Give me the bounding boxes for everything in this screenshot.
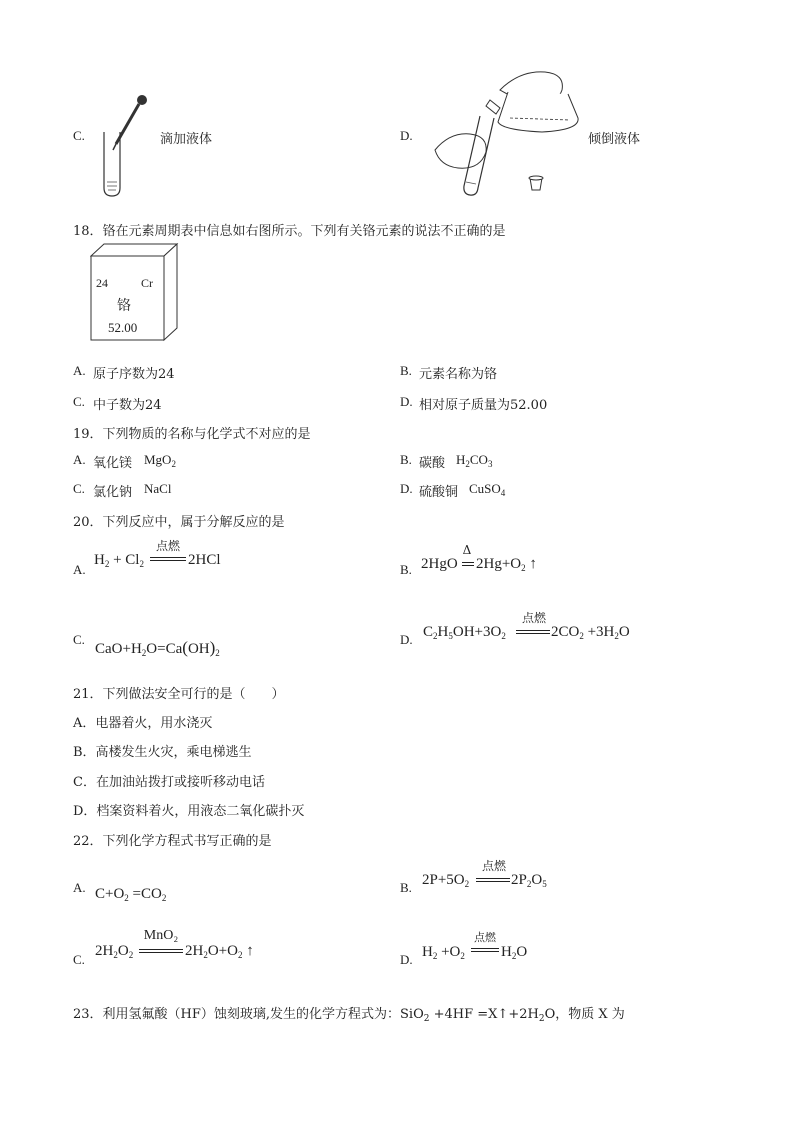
q22-b-condition: 点燃 bbox=[481, 859, 506, 873]
q20-option-a-reactants: $H_2 + Cl_2$ bbox=[94, 552, 144, 569]
q20-option-d-reactants: $C_2H_5OH+3O_2$ bbox=[423, 624, 506, 641]
q18-option-c-letter: C. bbox=[73, 394, 85, 409]
q22-option-d-reactants: $H_2 +O_2$ bbox=[422, 944, 465, 961]
q22-option-b-reactants: $2P+5O_2$ bbox=[422, 872, 470, 889]
q20-option-c-equation: $CaO+H_2O=Ca(OH)_2$ bbox=[95, 638, 220, 658]
q19-option-a-formula: MgO$_2$ bbox=[144, 452, 176, 469]
q22-c-condition: MnO₂ bbox=[143, 928, 179, 943]
q19-option-c-letter: C. bbox=[73, 481, 85, 496]
q22-option-a-equation: $C+O_2 =CO_2$ bbox=[95, 886, 167, 903]
q19-option-c-name: 氯化钠 bbox=[93, 485, 133, 500]
pouring-liquid-illustration bbox=[430, 60, 580, 200]
q19-option-b-formula: $H_2CO_3$ bbox=[456, 452, 493, 469]
q17-option-c-letter: C. bbox=[73, 128, 85, 143]
q18-option-b-letter: B. bbox=[400, 363, 412, 378]
q20-option-b-letter: B. bbox=[400, 562, 412, 577]
q22-option-b-product: $2P_2O_5$ bbox=[511, 872, 547, 889]
q18-stem: 18．铬在元素周期表中信息如右图所示。下列有关铬元素的说法不正确的是 bbox=[73, 224, 506, 239]
element-mass: 52.00 bbox=[108, 320, 138, 335]
q22-option-b-letter: B. bbox=[400, 880, 412, 895]
q18-option-a-letter: A. bbox=[73, 363, 86, 378]
q22-option-d-product: $H_2O$ bbox=[501, 944, 528, 961]
q19-stem: 19．下列物质的名称与化学式不对应的是 bbox=[73, 427, 311, 442]
q20-b-equals bbox=[462, 562, 474, 566]
element-name: 铬 bbox=[117, 298, 131, 314]
q21-option-b: B．高楼发生火灾，乘电梯逃生 bbox=[73, 745, 252, 760]
q20-d-condition: 点燃 bbox=[521, 611, 546, 625]
q17-option-d-letter: D. bbox=[400, 128, 413, 143]
q20-option-a-letter: A. bbox=[73, 562, 86, 577]
q21-option-c: C．在加油站拨打或接听移动电话 bbox=[73, 775, 265, 790]
q22-b-equals bbox=[476, 878, 510, 882]
q19-option-d-name: 硫酸铜 bbox=[419, 485, 459, 500]
q20-a-equals bbox=[150, 557, 186, 561]
q20-option-a-product: 2HCl bbox=[188, 552, 221, 568]
q17-option-c-text: 滴加液体 bbox=[160, 132, 213, 147]
q21-option-d: D．档案资料着火，用液态二氧化碳扑灭 bbox=[73, 804, 305, 819]
q20-stem: 20．下列反应中，属于分解反应的是 bbox=[73, 515, 285, 530]
q21-option-a: A．电器着火，用水浇灭 bbox=[73, 716, 213, 731]
q19-option-c-formula: NaCl bbox=[144, 481, 172, 496]
q19-option-a-name: 氧化镁 bbox=[93, 456, 133, 471]
q22-option-d-letter: D. bbox=[400, 952, 413, 967]
q22-c-equals bbox=[139, 949, 183, 953]
q18-option-c-text: 中子数为24 bbox=[93, 398, 162, 413]
dropper-bulb-icon bbox=[137, 95, 147, 105]
q22-option-a-letter: A. bbox=[73, 880, 86, 895]
q20-option-b-products: $2Hg+O_2$ ↑ bbox=[476, 556, 537, 573]
dropper-tube-illustration bbox=[96, 92, 156, 202]
q22-d-equals bbox=[471, 948, 499, 952]
element-atomic-number: 24 bbox=[96, 276, 108, 290]
q19-option-b-letter: B. bbox=[400, 452, 412, 467]
hand-icon-lower bbox=[435, 134, 486, 168]
q18-option-d-letter: D. bbox=[400, 394, 413, 409]
q19-option-d-formula: CuSO$_4$ bbox=[469, 481, 506, 498]
bottle-icon bbox=[498, 92, 578, 132]
q20-option-d-products: $2CO_2 +3H_2O$ bbox=[551, 624, 630, 641]
q22-d-condition: 点燃 bbox=[474, 931, 496, 944]
q17-option-d-text: 倾倒液体 bbox=[588, 132, 641, 147]
q22-stem: 22．下列化学方程式书写正确的是 bbox=[73, 834, 272, 849]
q19-option-b-name: 碳酸 bbox=[419, 456, 446, 471]
q18-option-a-text: 原子序数为24 bbox=[93, 367, 175, 382]
element-symbol: Cr bbox=[141, 276, 153, 290]
q18-option-d-text: 相对原子质量为52.00 bbox=[419, 398, 548, 413]
q20-option-c-letter: C. bbox=[73, 632, 85, 647]
q20-d-equals bbox=[516, 630, 550, 634]
q19-option-d-letter: D. bbox=[400, 481, 413, 496]
q23-stem: 23．利用氢氟酸（HF）蚀刻玻璃,发生的化学方程式为：$SiO_2 +4HF =X↑+2H_2O$，物质 X 为 bbox=[73, 1007, 625, 1024]
q22-option-c-reactant: $2H_2O_2$ bbox=[95, 943, 134, 960]
q21-stem: 21．下列做法安全可行的是（ ） bbox=[73, 687, 285, 702]
q18-option-b-text: 元素名称为铬 bbox=[419, 367, 498, 382]
q22-option-c-letter: C. bbox=[73, 952, 85, 967]
q19-option-a-letter: A. bbox=[73, 452, 86, 467]
q22-option-c-products: $2H_2O+O_2$ ↑ bbox=[185, 943, 254, 960]
q20-option-b-reactant: 2HgO bbox=[421, 556, 458, 572]
q20-a-condition: 点燃 bbox=[155, 539, 180, 553]
q20-b-condition: Δ bbox=[462, 543, 472, 557]
q20-option-d-letter: D. bbox=[400, 632, 413, 647]
